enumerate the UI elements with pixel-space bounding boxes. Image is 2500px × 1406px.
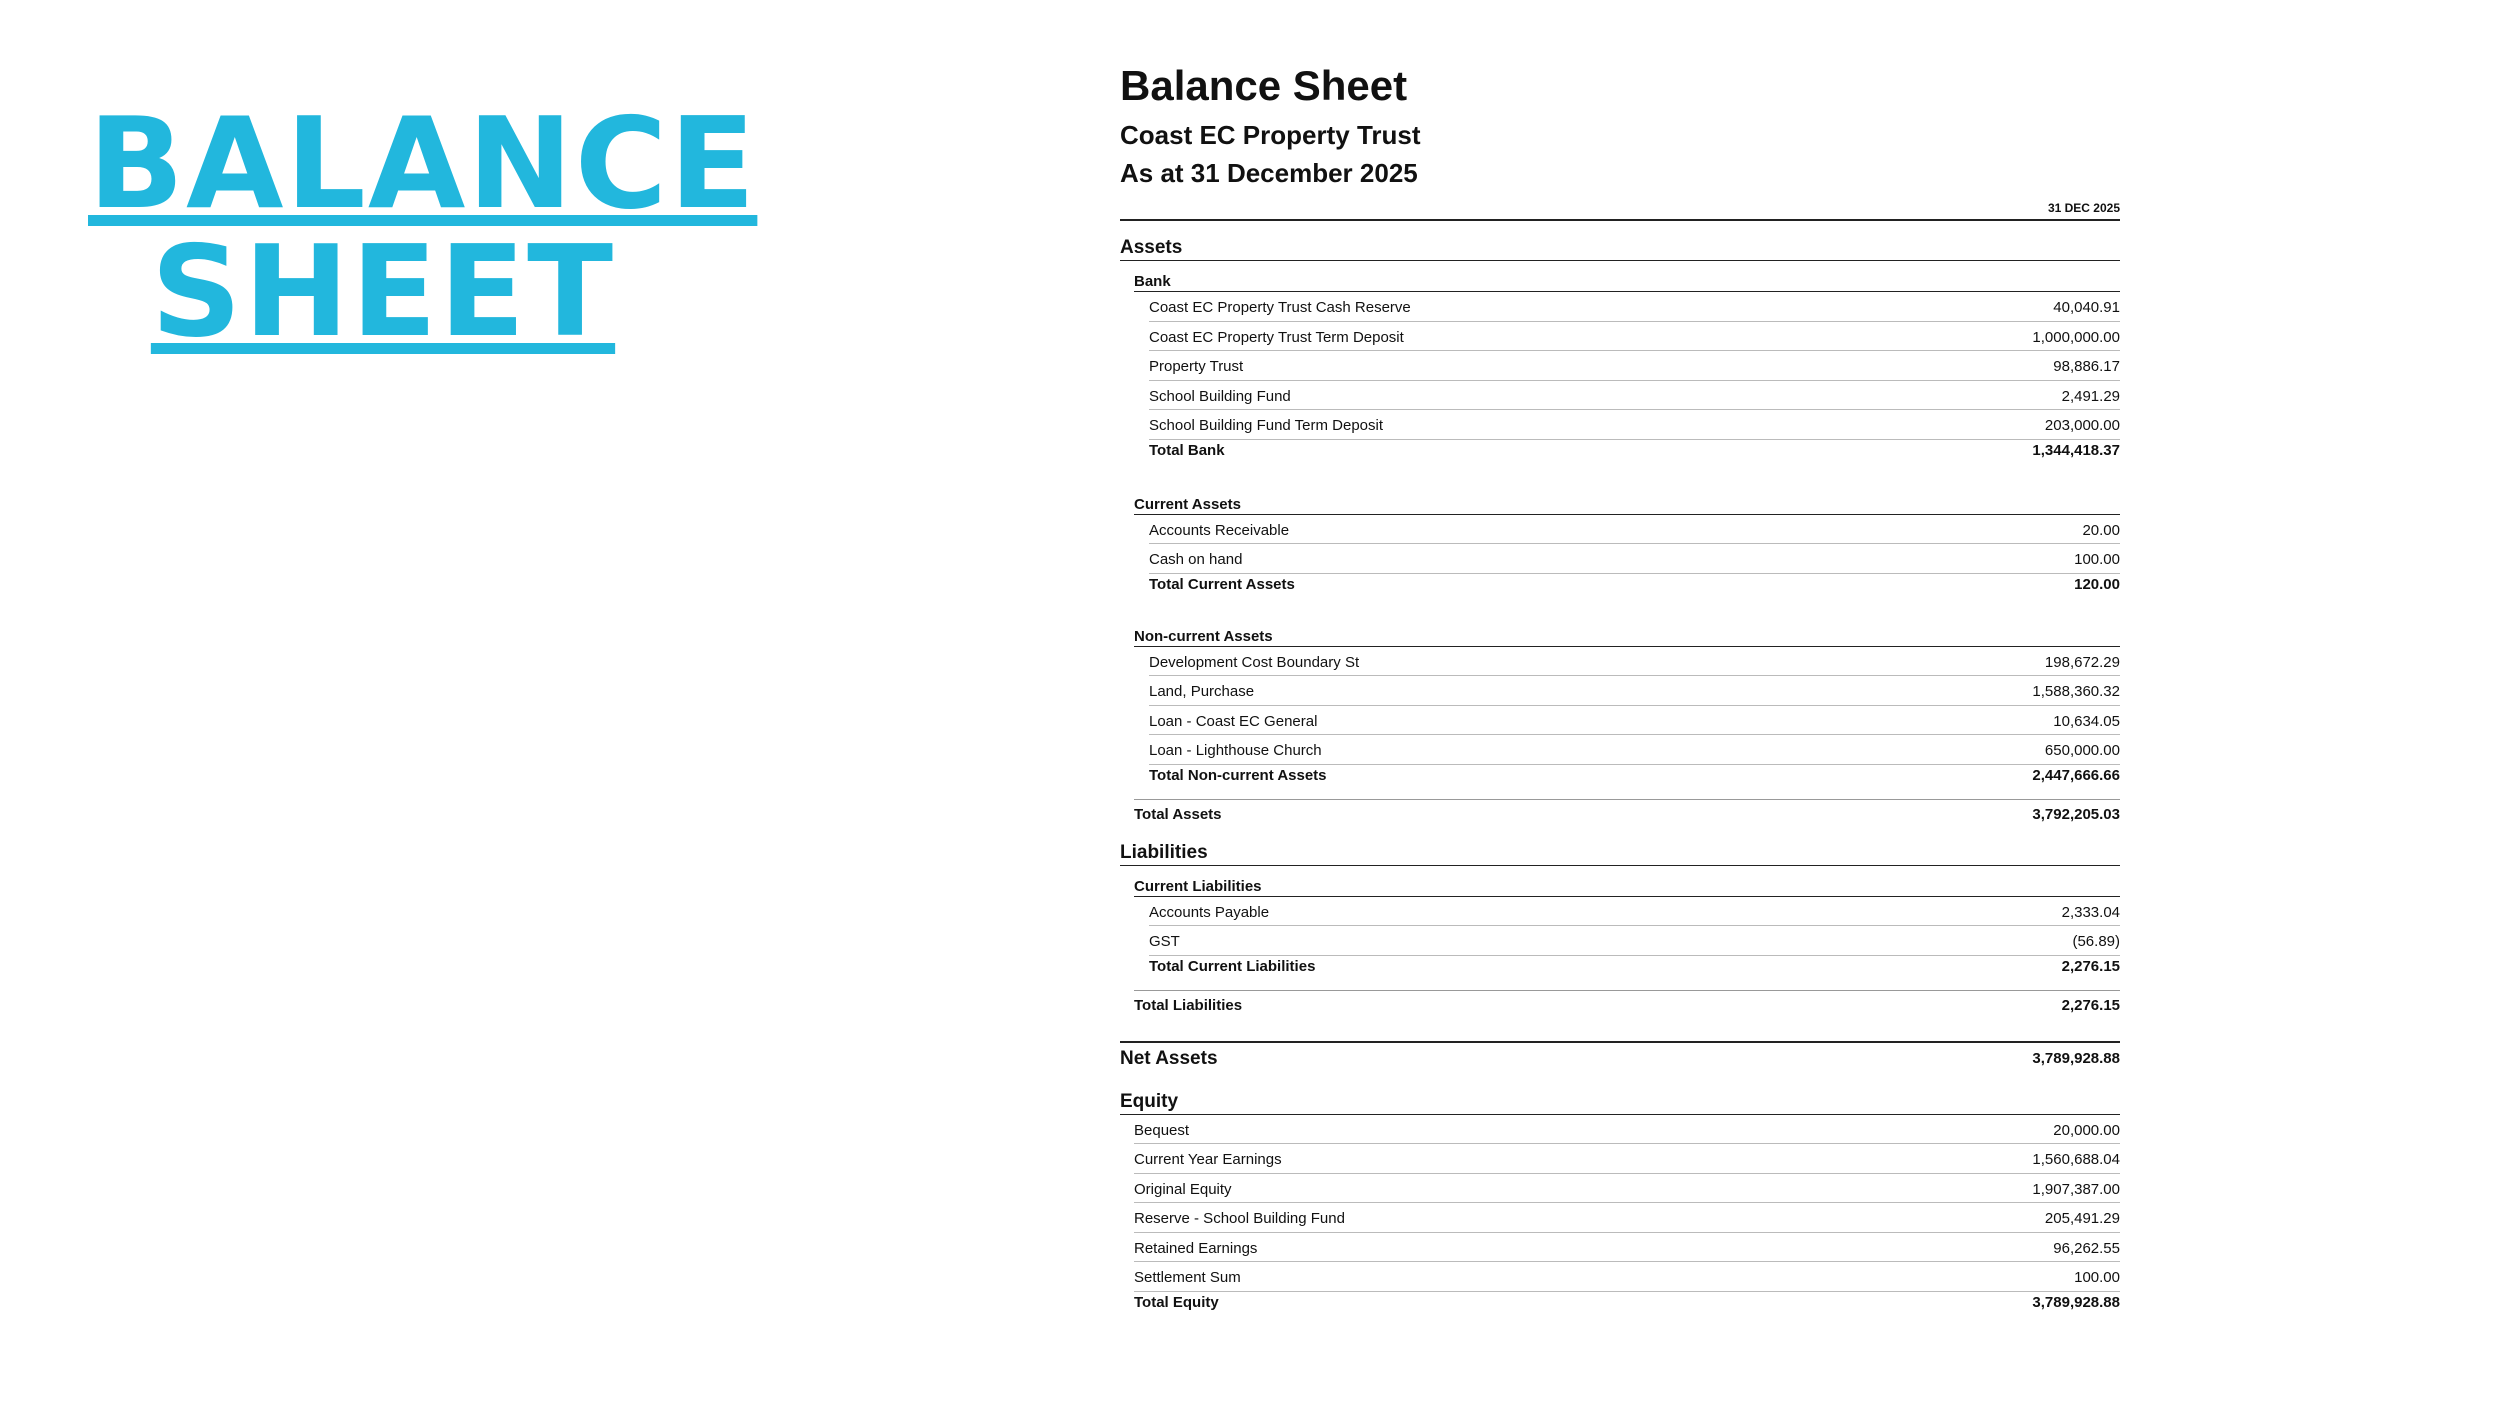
line-item-name: Accounts Receivable (1149, 521, 1290, 539)
line-item-name: School Building Fund (1149, 387, 1291, 405)
net-assets-value: 3,789,928.88 (2032, 1049, 2120, 1067)
line-item-row (1134, 1233, 2120, 1263)
line-item-value: 10,634.05 (2053, 712, 2120, 730)
group-current-assets: Current Assets (1134, 496, 2120, 515)
group-total-value: 120.00 (2074, 575, 2120, 593)
group-total-label: Total Current Assets (1149, 575, 1295, 593)
line-item-row (1149, 897, 2120, 927)
line-item-value: 1,560,688.04 (2032, 1151, 2120, 1168)
line-item-value: (56.89) (2072, 933, 2120, 950)
current-liabilities-rows (1120, 897, 2120, 980)
group-noncurrent-assets: Non-current Assets (1134, 628, 2120, 647)
line-item-row (1149, 292, 2120, 322)
total-liabilities-row (1134, 990, 2120, 1025)
line-item-name: Cash on hand (1149, 551, 1243, 568)
line-item-row (1149, 322, 2120, 352)
line-item-row (1134, 1115, 2120, 1145)
line-item-name: Land, Purchase (1149, 683, 1255, 700)
line-item-name: Loan - Lighthouse Church (1149, 742, 1322, 759)
line-item-row (1149, 676, 2120, 706)
line-item-name: Reserve - School Building Fund (1134, 1210, 1345, 1227)
line-item-value: 40,040.91 (2053, 299, 2120, 316)
group-total-label: Total Equity (1134, 1293, 1219, 1311)
noncurrent-assets-rows (1120, 647, 2120, 789)
group-bank: Bank (1134, 273, 2120, 292)
group-total-row (1149, 956, 2120, 980)
line-item-value: 98,886.17 (2053, 358, 2120, 375)
line-item-name: Settlement Sum (1134, 1269, 1241, 1286)
line-item-value: 203,000.00 (2044, 417, 2120, 434)
total-assets-row (1134, 799, 2120, 834)
total-liabilities-value: 2,276.15 (2061, 996, 2120, 1014)
line-item-row (1149, 544, 2120, 574)
line-item-value: 100.00 (2074, 551, 2120, 568)
line-item-row (1149, 410, 2120, 440)
line-item-value: 2,333.04 (2061, 903, 2120, 921)
group-total-value: 2,447,666.66 (2032, 766, 2120, 784)
group-total-label: Total Bank (1149, 441, 1225, 459)
section-liabilities: Liabilities (1120, 842, 2120, 866)
group-total-label: Total Current Liabilities (1149, 957, 1316, 975)
line-item-row (1134, 1174, 2120, 1204)
line-item-name: Current Year Earnings (1134, 1151, 1282, 1168)
headline-line-2: SHEET (150, 218, 616, 365)
line-item-row (1134, 1144, 2120, 1174)
line-item-row (1134, 1203, 2120, 1233)
line-item-name: Coast EC Property Trust Term Deposit (1149, 328, 1404, 346)
total-assets-value: 3,792,205.03 (2032, 805, 2120, 823)
group-total-value: 3,789,928.88 (2032, 1293, 2120, 1311)
line-item-row (1134, 1262, 2120, 1292)
line-item-name: Loan - Coast EC General (1149, 712, 1318, 730)
line-item-name: GST (1149, 933, 1180, 950)
group-total-value: 1,344,418.37 (2032, 441, 2120, 459)
line-item-row (1149, 647, 2120, 677)
section-equity: Equity (1120, 1091, 2120, 1115)
group-total-row (1149, 574, 2120, 598)
line-item-row (1149, 381, 2120, 411)
line-item-value: 650,000.00 (2044, 742, 2120, 759)
group-total-row (1149, 440, 2120, 464)
line-item-row (1149, 515, 2120, 545)
line-item-value: 1,000,000.00 (2032, 328, 2120, 346)
line-item-row (1149, 735, 2120, 765)
line-item-name: Bequest (1134, 1121, 1190, 1139)
group-total-row (1134, 1292, 2120, 1316)
column-header-date: 31 DEC 2025 (1120, 201, 2120, 221)
net-assets-row (1120, 1041, 2120, 1079)
balance-sheet-report (1120, 56, 2120, 1316)
line-item-name: Accounts Payable (1149, 903, 1270, 921)
bank-rows (1120, 292, 2120, 464)
line-item-name: Retained Earnings (1134, 1239, 1258, 1257)
line-item-value: 100.00 (2074, 1269, 2120, 1286)
report-entity: Coast EC Property Trust (1120, 120, 1421, 150)
line-item-value: 20,000.00 (2053, 1121, 2120, 1139)
line-item-value: 96,262.55 (2053, 1239, 2120, 1257)
group-current-liabilities: Current Liabilities (1134, 878, 2120, 897)
line-item-name: Property Trust (1149, 358, 1244, 375)
line-item-value: 20.00 (2082, 521, 2120, 539)
report-date: As at 31 December 2025 (1120, 158, 1418, 188)
line-item-row (1149, 351, 2120, 381)
line-item-name: School Building Fund Term Deposit (1149, 417, 1384, 434)
line-item-value: 205,491.29 (2044, 1210, 2120, 1227)
group-total-value: 2,276.15 (2061, 957, 2120, 975)
section-assets: Assets (1120, 237, 2120, 261)
current-assets-rows (1120, 515, 2120, 598)
headline-line-1: BALANCE (88, 90, 758, 237)
line-item-value: 2,491.29 (2061, 387, 2120, 405)
line-item-value: 198,672.29 (2044, 653, 2120, 671)
equity-rows (1120, 1115, 2120, 1316)
line-item-value: 1,907,387.00 (2032, 1180, 2120, 1198)
line-item-name: Coast EC Property Trust Cash Reserve (1149, 299, 1411, 316)
line-item-value: 1,588,360.32 (2032, 683, 2120, 700)
total-assets-label: Total Assets (1134, 805, 1222, 823)
line-item-name: Original Equity (1134, 1180, 1232, 1198)
group-total-row (1149, 765, 2120, 789)
report-title: Balance Sheet (1120, 62, 1408, 109)
net-assets-label: Net Assets (1120, 1047, 1218, 1069)
group-total-label: Total Non-current Assets (1149, 766, 1327, 784)
line-item-row (1149, 706, 2120, 736)
line-item-row (1149, 926, 2120, 956)
line-item-name: Development Cost Boundary St (1149, 653, 1360, 671)
total-liabilities-label: Total Liabilities (1134, 996, 1243, 1014)
slide-headline (88, 90, 758, 365)
